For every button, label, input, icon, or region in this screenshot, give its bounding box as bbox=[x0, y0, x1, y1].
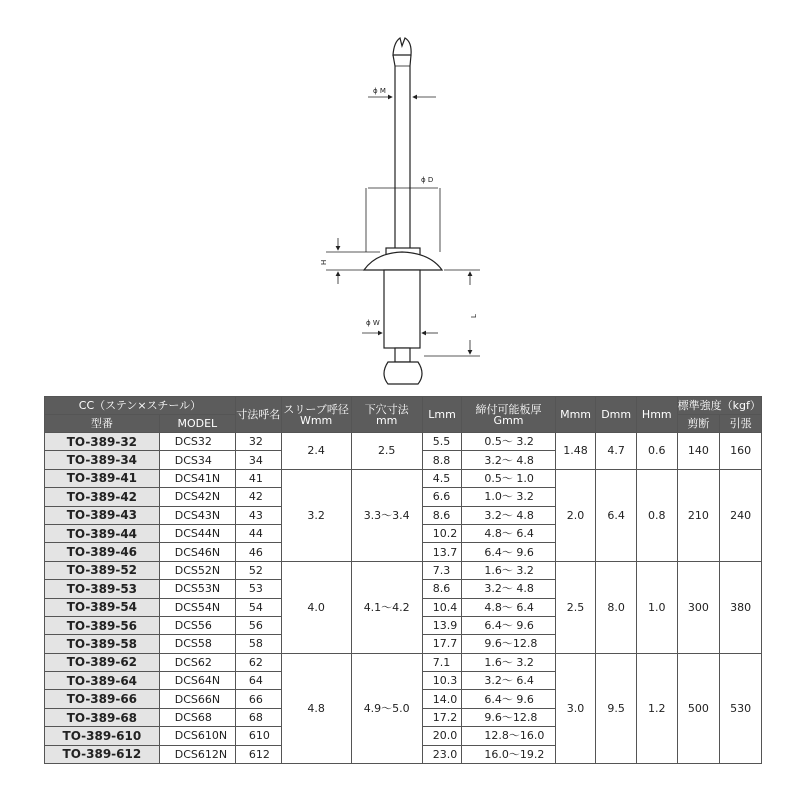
tensile-strength-cell: 380 bbox=[720, 561, 762, 653]
header-sleeve-line2: Wmm bbox=[299, 413, 333, 427]
model-name-cell: DCS42N bbox=[159, 488, 235, 506]
size-code-cell: 68 bbox=[235, 708, 281, 726]
header-hole-line1: 下穴寸法 bbox=[364, 402, 409, 416]
model-code-cell: TO-389-610 bbox=[45, 727, 160, 745]
grip-range-cell: 3.2〜 4.8 bbox=[462, 451, 555, 469]
head-height-cell: 0.6 bbox=[636, 433, 677, 470]
length-cell: 4.5 bbox=[422, 469, 462, 487]
model-code-cell: TO-389-43 bbox=[45, 506, 160, 524]
grip-range-cell: 1.6〜 3.2 bbox=[462, 653, 555, 671]
shear-strength-cell: 140 bbox=[677, 433, 720, 470]
model-name-cell: DCS44N bbox=[159, 524, 235, 542]
mandrel-diameter-cell: 1.48 bbox=[555, 433, 596, 470]
model-code-cell: TO-389-68 bbox=[45, 708, 160, 726]
tensile-strength-cell: 530 bbox=[720, 653, 762, 763]
length-cell: 8.8 bbox=[422, 451, 462, 469]
size-code-cell: 56 bbox=[235, 616, 281, 634]
size-code-cell: 34 bbox=[235, 451, 281, 469]
grip-range-cell: 6.4〜 9.6 bbox=[462, 543, 555, 561]
grip-range-cell: 12.8〜16.0 bbox=[462, 727, 555, 745]
header-series: CC（ステン×スチール） bbox=[45, 397, 236, 415]
shear-strength-cell: 500 bbox=[677, 653, 720, 763]
model-code-cell: TO-389-34 bbox=[45, 451, 160, 469]
grip-range-cell: 4.8〜 6.4 bbox=[462, 598, 555, 616]
length-cell: 8.6 bbox=[422, 506, 462, 524]
header-sleeve bbox=[281, 397, 351, 433]
model-name-cell: DCS66N bbox=[159, 690, 235, 708]
head-height-cell: 1.2 bbox=[636, 653, 677, 763]
header-grip-line1: 締付可能板厚 bbox=[475, 402, 542, 416]
grip-range-cell: 1.0〜 3.2 bbox=[462, 488, 555, 506]
header-hole-line2: mm bbox=[375, 413, 398, 427]
header-model: MODEL bbox=[159, 415, 235, 433]
table-row bbox=[45, 469, 762, 487]
model-code-cell: TO-389-58 bbox=[45, 635, 160, 653]
grip-range-cell: 0.5〜 1.0 bbox=[462, 469, 555, 487]
size-code-cell: 52 bbox=[235, 561, 281, 579]
model-code-cell: TO-389-52 bbox=[45, 561, 160, 579]
length-cell: 10.3 bbox=[422, 672, 462, 690]
size-code-cell: 42 bbox=[235, 488, 281, 506]
mandrel-diameter-cell: 2.5 bbox=[555, 561, 596, 653]
head-diameter-cell: 8.0 bbox=[596, 561, 637, 653]
model-name-cell: DCS52N bbox=[159, 561, 235, 579]
size-code-cell: 43 bbox=[235, 506, 281, 524]
tensile-strength-cell: 160 bbox=[720, 433, 762, 470]
model-code-cell: TO-389-64 bbox=[45, 672, 160, 690]
model-code-cell: TO-389-44 bbox=[45, 524, 160, 542]
size-code-cell: 46 bbox=[235, 543, 281, 561]
length-cell: 8.6 bbox=[422, 580, 462, 598]
size-code-cell: 612 bbox=[235, 745, 281, 763]
model-code-cell: TO-389-612 bbox=[45, 745, 160, 763]
grip-range-cell: 0.5〜 3.2 bbox=[462, 433, 555, 451]
model-code-cell: TO-389-46 bbox=[45, 543, 160, 561]
length-cell: 7.3 bbox=[422, 561, 462, 579]
model-code-cell: TO-389-56 bbox=[45, 616, 160, 634]
model-name-cell: DCS68 bbox=[159, 708, 235, 726]
mandrel-diameter-cell: 2.0 bbox=[555, 469, 596, 561]
model-name-cell: DCS41N bbox=[159, 469, 235, 487]
length-cell: 20.0 bbox=[422, 727, 462, 745]
size-code-cell: 62 bbox=[235, 653, 281, 671]
size-code-cell: 64 bbox=[235, 672, 281, 690]
hole-size-cell: 4.9〜5.0 bbox=[351, 653, 422, 763]
length-cell: 14.0 bbox=[422, 690, 462, 708]
hole-size-cell: 2.5 bbox=[351, 433, 422, 470]
hole-size-cell: 3.3〜3.4 bbox=[351, 469, 422, 561]
model-name-cell: DCS612N bbox=[159, 745, 235, 763]
hole-size-cell: 4.1〜4.2 bbox=[351, 561, 422, 653]
length-cell: 7.1 bbox=[422, 653, 462, 671]
length-cell: 17.7 bbox=[422, 635, 462, 653]
model-code-cell: TO-389-54 bbox=[45, 598, 160, 616]
grip-range-cell: 6.4〜 9.6 bbox=[462, 616, 555, 634]
dim-label-h: H bbox=[320, 259, 328, 265]
table-row bbox=[45, 561, 762, 579]
header-d: Dmm bbox=[596, 397, 637, 433]
model-code-cell: TO-389-62 bbox=[45, 653, 160, 671]
model-name-cell: DCS43N bbox=[159, 506, 235, 524]
length-cell: 6.6 bbox=[422, 488, 462, 506]
header-grip bbox=[462, 397, 555, 433]
length-cell: 17.2 bbox=[422, 708, 462, 726]
size-code-cell: 44 bbox=[235, 524, 281, 542]
header-h: Hmm bbox=[636, 397, 677, 433]
model-name-cell: DCS64N bbox=[159, 672, 235, 690]
dim-label-m: ϕ M bbox=[373, 87, 386, 95]
model-name-cell: DCS46N bbox=[159, 543, 235, 561]
size-code-cell: 610 bbox=[235, 727, 281, 745]
sleeve-diameter-cell: 4.8 bbox=[281, 653, 351, 763]
header-size-code: 寸法呼名 bbox=[235, 397, 281, 433]
model-code-cell: TO-389-66 bbox=[45, 690, 160, 708]
model-code-cell: TO-389-41 bbox=[45, 469, 160, 487]
grip-range-cell: 1.6〜 3.2 bbox=[462, 561, 555, 579]
grip-range-cell: 4.8〜 6.4 bbox=[462, 524, 555, 542]
length-cell: 10.2 bbox=[422, 524, 462, 542]
grip-range-cell: 3.2〜 6.4 bbox=[462, 672, 555, 690]
sleeve-diameter-cell: 3.2 bbox=[281, 469, 351, 561]
length-cell: 23.0 bbox=[422, 745, 462, 763]
dim-label-w: ϕ W bbox=[366, 319, 380, 327]
grip-range-cell: 3.2〜 4.8 bbox=[462, 506, 555, 524]
size-code-cell: 32 bbox=[235, 433, 281, 451]
head-diameter-cell: 6.4 bbox=[596, 469, 637, 561]
model-name-cell: DCS62 bbox=[159, 653, 235, 671]
table-row bbox=[45, 653, 762, 671]
model-name-cell: DCS56 bbox=[159, 616, 235, 634]
tensile-strength-cell: 240 bbox=[720, 469, 762, 561]
rivet-drawing bbox=[0, 0, 800, 395]
head-diameter-cell: 4.7 bbox=[596, 433, 637, 470]
shear-strength-cell: 210 bbox=[677, 469, 720, 561]
length-cell: 5.5 bbox=[422, 433, 462, 451]
rivet-shank bbox=[384, 270, 420, 348]
header-hole bbox=[351, 397, 422, 433]
grip-range-cell: 9.6〜12.8 bbox=[462, 635, 555, 653]
size-code-cell: 58 bbox=[235, 635, 281, 653]
sleeve-diameter-cell: 4.0 bbox=[281, 561, 351, 653]
model-name-cell: DCS58 bbox=[159, 635, 235, 653]
grip-range-cell: 16.0〜19.2 bbox=[462, 745, 555, 763]
model-code-cell: TO-389-42 bbox=[45, 488, 160, 506]
head-height-cell: 0.8 bbox=[636, 469, 677, 561]
model-name-cell: DCS32 bbox=[159, 433, 235, 451]
spec-table bbox=[44, 396, 762, 764]
grip-range-cell: 3.2〜 4.8 bbox=[462, 580, 555, 598]
shear-strength-cell: 300 bbox=[677, 561, 720, 653]
head-height-cell: 1.0 bbox=[636, 561, 677, 653]
mandrel-head bbox=[384, 362, 422, 384]
mandrel-tip bbox=[393, 38, 411, 55]
header-length: Lmm bbox=[422, 397, 462, 433]
rivet-head bbox=[364, 252, 442, 270]
model-code-cell: TO-389-53 bbox=[45, 580, 160, 598]
size-code-cell: 54 bbox=[235, 598, 281, 616]
header-shear: 剪断 bbox=[677, 415, 720, 433]
spec-table-body bbox=[45, 433, 762, 764]
size-code-cell: 53 bbox=[235, 580, 281, 598]
header-tensile: 引張 bbox=[720, 415, 762, 433]
header-m: Mmm bbox=[555, 397, 596, 433]
header-model-code: 型番 bbox=[45, 415, 160, 433]
model-name-cell: DCS34 bbox=[159, 451, 235, 469]
sleeve-diameter-cell: 2.4 bbox=[281, 433, 351, 470]
model-name-cell: DCS54N bbox=[159, 598, 235, 616]
grip-range-cell: 9.6〜12.8 bbox=[462, 708, 555, 726]
size-code-cell: 66 bbox=[235, 690, 281, 708]
dim-label-d: ϕ D bbox=[421, 176, 434, 184]
length-cell: 13.7 bbox=[422, 543, 462, 561]
model-code-cell: TO-389-32 bbox=[45, 433, 160, 451]
grip-range-cell: 6.4〜 9.6 bbox=[462, 690, 555, 708]
size-code-cell: 41 bbox=[235, 469, 281, 487]
header-strength: 標準強度（kgf） bbox=[677, 397, 761, 415]
table-row bbox=[45, 433, 762, 451]
header-grip-line2: Gmm bbox=[493, 413, 524, 427]
model-name-cell: DCS53N bbox=[159, 580, 235, 598]
mandrel-diameter-cell: 3.0 bbox=[555, 653, 596, 763]
length-cell: 10.4 bbox=[422, 598, 462, 616]
head-diameter-cell: 9.5 bbox=[596, 653, 637, 763]
length-cell: 13.9 bbox=[422, 616, 462, 634]
model-name-cell: DCS610N bbox=[159, 727, 235, 745]
header-sleeve-line1: スリーブ呼径 bbox=[283, 402, 349, 416]
dim-label-l: L bbox=[470, 314, 478, 318]
